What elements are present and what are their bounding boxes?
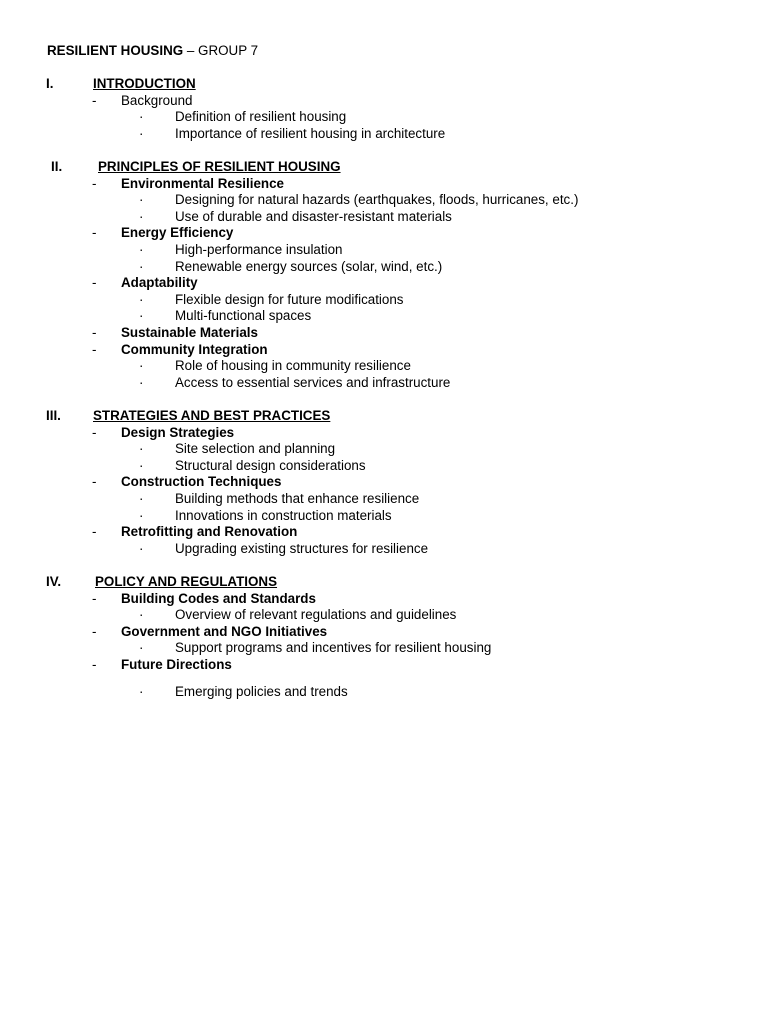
bullet-item: Definition of resilient housing xyxy=(175,109,347,125)
bullet-dot: · xyxy=(139,441,144,457)
bullet-dot: · xyxy=(139,640,144,656)
document-title xyxy=(47,43,258,58)
subsection-label: Environmental Resilience xyxy=(121,175,284,191)
bullet-dot: · xyxy=(139,308,144,324)
bullet-item: Access to essential services and infrastructure xyxy=(175,374,451,390)
bullet-dot: · xyxy=(139,507,144,523)
subsection-label: Construction Techniques xyxy=(121,474,282,490)
section-numeral: II. xyxy=(51,159,63,174)
bullet-item: Role of housing in community resilience xyxy=(175,358,411,374)
dash-marker: - xyxy=(92,424,97,440)
section-numeral: III. xyxy=(46,408,61,423)
bullet-dot: · xyxy=(139,258,144,274)
bullet-item: Flexible design for future modifications xyxy=(175,291,404,307)
dash-marker: - xyxy=(92,341,97,357)
subsection-label: Future Directions xyxy=(121,657,232,672)
section-heading: PRINCIPLES OF RESILIENT HOUSING xyxy=(98,159,341,174)
section-heading: POLICY AND REGULATIONS xyxy=(95,574,278,589)
dash-marker: - xyxy=(92,657,97,672)
bullet-dot: · xyxy=(139,208,144,224)
bullet-dot: · xyxy=(139,374,144,390)
subsection-label: Energy Efficiency xyxy=(121,225,234,241)
subsection-label: Government and NGO Initiatives xyxy=(121,623,328,639)
bullet-dot: · xyxy=(139,540,144,556)
bullet-item: Innovations in construction materials xyxy=(175,507,392,523)
dash-marker: - xyxy=(92,275,97,291)
bullet-item: Importance of resilient housing in architecture xyxy=(175,125,446,141)
bullet-item: Support programs and incentives for resilient housing xyxy=(175,640,492,656)
bullet-item: Site selection and planning xyxy=(175,441,336,457)
bullet-item: Multi-functional spaces xyxy=(175,308,312,324)
bullet-item: Emerging policies and trends xyxy=(175,683,348,699)
bullet-dot: · xyxy=(139,125,144,141)
bullet-dot: · xyxy=(139,109,144,125)
subsection-label: Adaptability xyxy=(121,275,198,291)
bullet-item: Overview of relevant regulations and guidelines xyxy=(175,607,457,623)
subsection-label: Sustainable Materials xyxy=(121,325,258,340)
dash-marker: - xyxy=(92,590,97,606)
subsection-label: Retrofitting and Renovation xyxy=(121,524,298,540)
dash-marker: - xyxy=(92,175,97,191)
bullet-dot: · xyxy=(139,291,144,307)
bullet-item: Structural design considerations xyxy=(175,457,366,473)
bullet-dot: · xyxy=(139,242,144,257)
section-numeral: I. xyxy=(46,76,54,91)
dash-marker: - xyxy=(92,524,97,540)
dash-marker: - xyxy=(92,325,97,340)
document-title-bold: RESILIENT HOUSING xyxy=(47,43,184,58)
document-title-group: – GROUP 7 xyxy=(183,43,259,58)
bullet-item: Upgrading existing structures for resilience xyxy=(175,540,429,556)
dash-marker: - xyxy=(92,474,97,490)
bullet-item: High-performance insulation xyxy=(175,242,343,257)
subsection-label: Background xyxy=(121,92,193,108)
subsection-label: Design Strategies xyxy=(121,424,235,440)
dash-marker: - xyxy=(92,92,97,108)
dash-marker: - xyxy=(92,623,97,639)
bullet-dot: · xyxy=(139,192,144,208)
bullet-item: Renewable energy sources (solar, wind, etc.) xyxy=(175,258,443,274)
bullet-item: Building methods that enhance resilience xyxy=(175,491,420,506)
subsection-label: Community Integration xyxy=(121,341,268,357)
section-heading: INTRODUCTION xyxy=(93,76,196,91)
bullet-dot: · xyxy=(139,358,144,374)
bullet-dot: · xyxy=(139,607,144,623)
bullet-item: Use of durable and disaster-resistant materials xyxy=(175,208,452,224)
bullet-item: Designing for natural hazards (earthquakes, floods, hurricanes, etc.) xyxy=(175,192,579,208)
subsection-label: Building Codes and Standards xyxy=(121,590,316,606)
bullet-dot: · xyxy=(139,457,144,473)
section-heading: STRATEGIES AND BEST PRACTICES xyxy=(93,408,331,423)
bullet-dot: · xyxy=(139,683,144,699)
section-numeral: IV. xyxy=(46,574,62,589)
bullet-dot: · xyxy=(139,491,144,506)
dash-marker: - xyxy=(92,225,97,241)
